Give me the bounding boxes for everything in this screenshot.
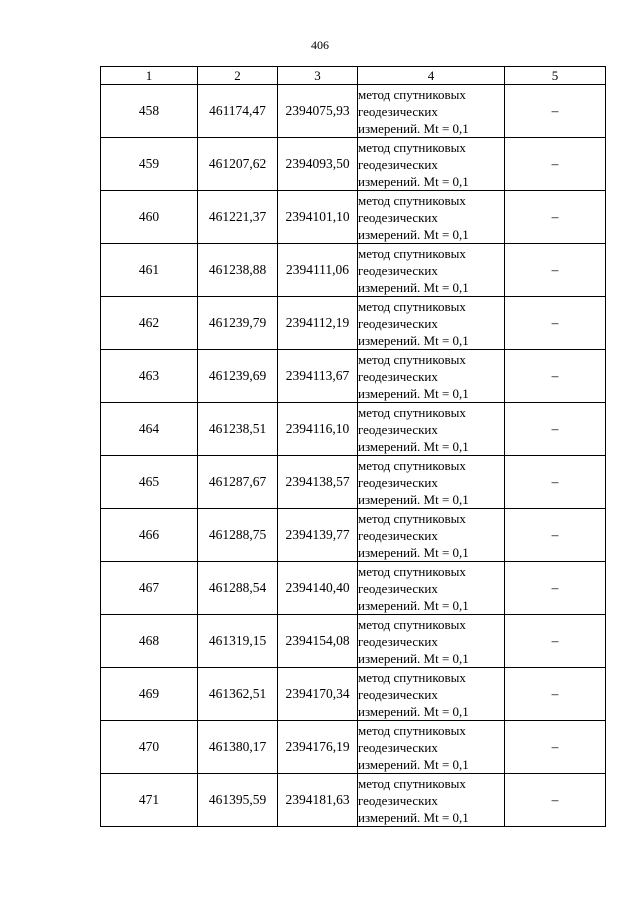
header-col-5: 5 — [505, 67, 606, 85]
header-col-4: 4 — [358, 67, 505, 85]
method-line-3: измерений. Mt = 0,1 — [358, 650, 469, 666]
method-line-1: метод спутниковых — [358, 139, 466, 155]
method-line-1: метод спутниковых — [358, 245, 466, 261]
method-cell — [358, 615, 505, 668]
coordinate-x: 461239,69 — [198, 350, 278, 403]
coordinates-table — [100, 66, 606, 827]
table-row — [101, 456, 606, 509]
coordinate-x: 461239,79 — [198, 297, 278, 350]
method-line-1: метод спутниковых — [358, 298, 466, 314]
coordinate-x: 461288,54 — [198, 562, 278, 615]
note-cell: – — [505, 562, 606, 615]
method-line-3: измерений. Mt = 0,1 — [358, 279, 469, 295]
table-row — [101, 85, 606, 138]
method-cell — [358, 138, 505, 191]
table-row — [101, 191, 606, 244]
header-col-1: 1 — [101, 67, 198, 85]
coordinate-y: 2394181,63 — [278, 774, 358, 827]
method-line-3: измерений. Mt = 0,1 — [358, 226, 469, 242]
method-line-3: измерений. Mt = 0,1 — [358, 703, 469, 719]
coordinate-x: 461238,51 — [198, 403, 278, 456]
method-line-2: геодезических — [358, 156, 438, 172]
table-row — [101, 297, 606, 350]
point-number: 469 — [101, 668, 198, 721]
page-number: 406 — [311, 38, 329, 52]
method-line-3: измерений. Mt = 0,1 — [358, 597, 469, 613]
method-line-2: геодезических — [358, 739, 438, 755]
table-body — [101, 85, 606, 827]
method-line-2: геодезических — [358, 792, 438, 808]
point-number: 465 — [101, 456, 198, 509]
method-line-1: метод спутниковых — [358, 616, 466, 632]
method-line-1: метод спутниковых — [358, 510, 466, 526]
method-line-1: метод спутниковых — [358, 192, 466, 208]
coordinate-y: 2394138,57 — [278, 456, 358, 509]
method-cell — [358, 85, 505, 138]
note-cell: – — [505, 509, 606, 562]
method-line-2: геодезических — [358, 686, 438, 702]
point-number: 467 — [101, 562, 198, 615]
note-cell: – — [505, 615, 606, 668]
coordinate-y: 2394140,40 — [278, 562, 358, 615]
method-line-2: геодезических — [358, 368, 438, 384]
method-cell — [358, 191, 505, 244]
table-row — [101, 615, 606, 668]
method-cell — [358, 244, 505, 297]
table-row — [101, 403, 606, 456]
method-line-2: геодезических — [358, 633, 438, 649]
point-number: 458 — [101, 85, 198, 138]
method-cell — [358, 350, 505, 403]
point-number: 460 — [101, 191, 198, 244]
method-line-1: метод спутниковых — [358, 722, 466, 738]
method-line-3: измерений. Mt = 0,1 — [358, 385, 469, 401]
method-line-1: метод спутниковых — [358, 404, 466, 420]
method-cell — [358, 456, 505, 509]
method-line-2: геодезических — [358, 580, 438, 596]
coordinate-y: 2394101,10 — [278, 191, 358, 244]
method-cell — [358, 721, 505, 774]
coordinate-y: 2394176,19 — [278, 721, 358, 774]
method-line-3: измерений. Mt = 0,1 — [358, 544, 469, 560]
coordinate-x: 461288,75 — [198, 509, 278, 562]
table-row — [101, 774, 606, 827]
note-cell: – — [505, 191, 606, 244]
table-row — [101, 668, 606, 721]
method-line-2: геодезических — [358, 421, 438, 437]
method-line-1: метод спутниковых — [358, 669, 466, 685]
method-line-3: измерений. Mt = 0,1 — [358, 756, 469, 772]
method-line-3: измерений. Mt = 0,1 — [358, 173, 469, 189]
point-number: 466 — [101, 509, 198, 562]
coordinate-y: 2394113,67 — [278, 350, 358, 403]
coordinate-x: 461221,37 — [198, 191, 278, 244]
coordinate-x: 461174,47 — [198, 85, 278, 138]
point-number: 471 — [101, 774, 198, 827]
method-line-2: геодезических — [358, 527, 438, 543]
method-line-2: геодезических — [358, 262, 438, 278]
note-cell: – — [505, 721, 606, 774]
note-cell: – — [505, 774, 606, 827]
coordinate-y: 2394116,10 — [278, 403, 358, 456]
method-line-2: геодезических — [358, 315, 438, 331]
coordinate-x: 461287,67 — [198, 456, 278, 509]
coordinate-x: 461238,88 — [198, 244, 278, 297]
method-line-1: метод спутниковых — [358, 86, 466, 102]
note-cell: – — [505, 85, 606, 138]
header-col-2: 2 — [198, 67, 278, 85]
coordinate-y: 2394154,08 — [278, 615, 358, 668]
note-cell: – — [505, 244, 606, 297]
table-header — [101, 67, 606, 85]
point-number: 470 — [101, 721, 198, 774]
method-line-2: геодезических — [358, 209, 438, 225]
table-row — [101, 138, 606, 191]
method-cell — [358, 562, 505, 615]
method-line-3: измерений. Mt = 0,1 — [358, 809, 469, 825]
note-cell: – — [505, 456, 606, 509]
note-cell: – — [505, 668, 606, 721]
method-line-1: метод спутниковых — [358, 351, 466, 367]
method-line-2: геодезических — [358, 103, 438, 119]
table-row — [101, 350, 606, 403]
coordinate-x: 461207,62 — [198, 138, 278, 191]
table-row — [101, 562, 606, 615]
coordinate-y: 2394093,50 — [278, 138, 358, 191]
method-cell — [358, 297, 505, 350]
point-number: 461 — [101, 244, 198, 297]
coordinate-y: 2394111,06 — [278, 244, 358, 297]
coordinate-y: 2394075,93 — [278, 85, 358, 138]
point-number: 462 — [101, 297, 198, 350]
coordinate-x: 461380,17 — [198, 721, 278, 774]
table-row — [101, 244, 606, 297]
point-number: 464 — [101, 403, 198, 456]
method-cell — [358, 509, 505, 562]
method-cell — [358, 774, 505, 827]
coordinate-x: 461362,51 — [198, 668, 278, 721]
note-cell: – — [505, 350, 606, 403]
table-row — [101, 721, 606, 774]
method-cell — [358, 668, 505, 721]
method-line-3: измерений. Mt = 0,1 — [358, 332, 469, 348]
note-cell: – — [505, 403, 606, 456]
point-number: 463 — [101, 350, 198, 403]
coordinate-x: 461395,59 — [198, 774, 278, 827]
method-line-1: метод спутниковых — [358, 775, 466, 791]
method-line-3: измерений. Mt = 0,1 — [358, 120, 469, 136]
header-col-3: 3 — [278, 67, 358, 85]
coordinate-x: 461319,15 — [198, 615, 278, 668]
method-line-1: метод спутниковых — [358, 457, 466, 473]
method-line-2: геодезических — [358, 474, 438, 490]
method-line-3: измерений. Mt = 0,1 — [358, 491, 469, 507]
coordinate-y: 2394170,34 — [278, 668, 358, 721]
method-line-3: измерений. Mt = 0,1 — [358, 438, 469, 454]
method-line-1: метод спутниковых — [358, 563, 466, 579]
method-cell — [358, 403, 505, 456]
table-row — [101, 509, 606, 562]
note-cell: – — [505, 297, 606, 350]
coordinate-y: 2394112,19 — [278, 297, 358, 350]
point-number: 459 — [101, 138, 198, 191]
point-number: 468 — [101, 615, 198, 668]
coordinate-y: 2394139,77 — [278, 509, 358, 562]
header-row — [101, 67, 606, 85]
note-cell: – — [505, 138, 606, 191]
